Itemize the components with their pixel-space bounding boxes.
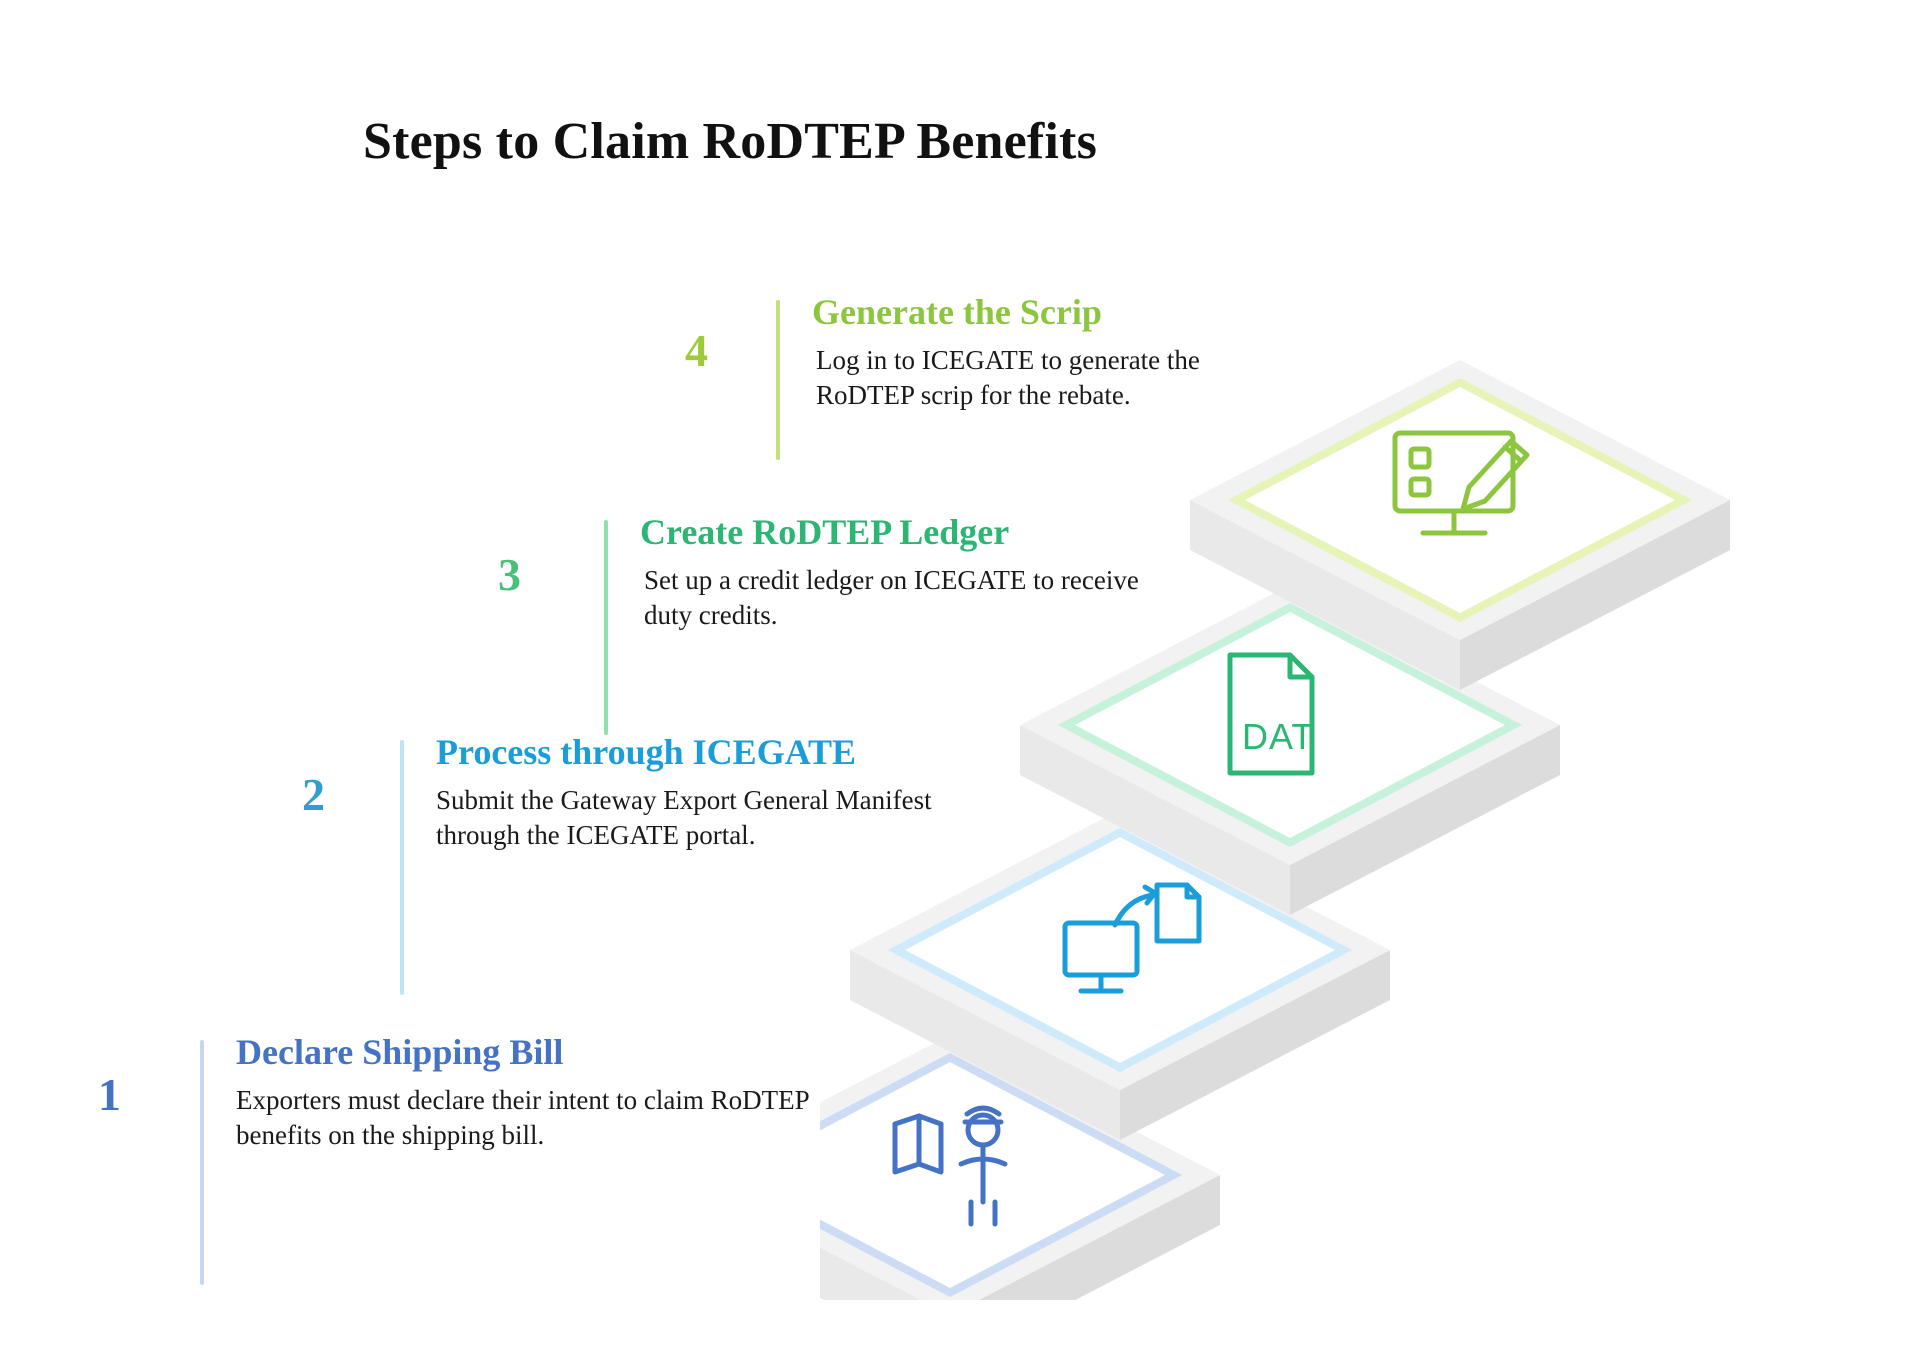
step-4-title: Generate the Scrip [812,292,1102,332]
step-1-title: Declare Shipping Bill [236,1032,564,1072]
svg-text:DAT: DAT [1242,716,1315,757]
step-1-body [236,1030,816,1152]
step-2-description: Submit the Gateway Export General Manifest through the ICEGATE portal. [436,785,932,850]
step-2-accent-bar [400,740,404,995]
step-3-title: Create RoDTEP Ledger [640,512,1010,552]
step-1-description: Exporters must declare their intent to claim RoDTEP benefits on the shipping bill. [236,1085,809,1150]
step-4-body [812,290,1282,412]
step-4-description: Log in to ICEGATE to generate the RoDTEP scrip for the rebate. [816,345,1200,410]
step-4-number: 4 [685,325,708,376]
step-3-description: Set up a credit ledger on ICEGATE to receive duty credits. [644,565,1139,630]
step-1-number: 1 [98,1069,121,1120]
step-2-body [436,730,996,852]
step-3-number: 3 [498,549,521,600]
step-4-accent-bar [776,300,780,460]
step-2-title: Process through ICEGATE [436,732,857,772]
step-3-accent-bar [604,520,608,735]
step-2-number: 2 [302,769,325,820]
step-1-accent-bar [200,1040,204,1285]
step-3-body [640,510,1170,632]
page-title: Steps to Claim RoDTEP Benefits [363,113,1097,170]
